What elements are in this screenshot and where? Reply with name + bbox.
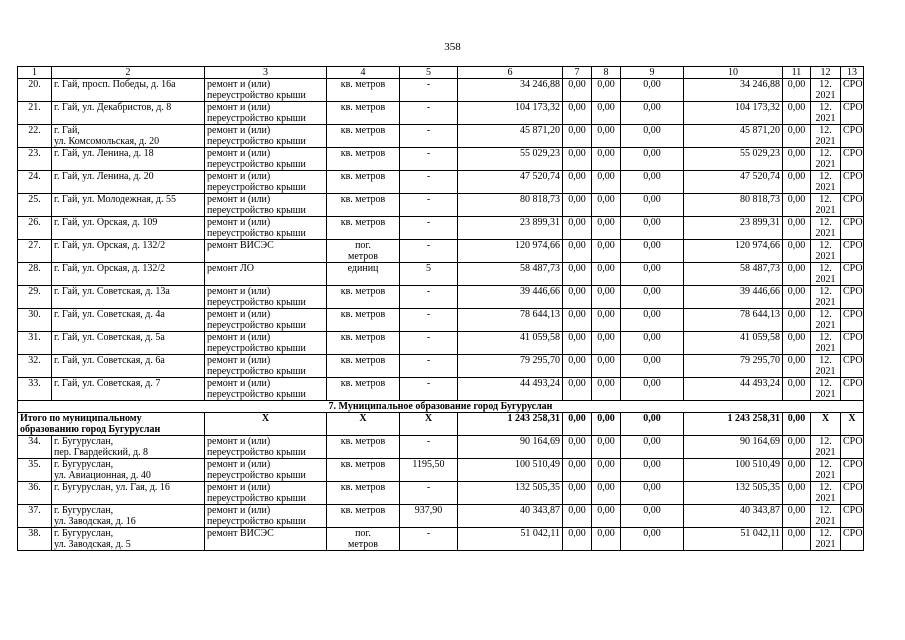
fund-cell: 0,00: [563, 332, 592, 355]
fund-cell: 0,00: [563, 171, 592, 194]
fund-cell: 0,00: [621, 355, 684, 378]
cost-total-cell: 39 446,66: [458, 286, 563, 309]
fund-cell: 0,00: [563, 378, 592, 401]
deadline-cell: 12. 2021: [811, 378, 841, 401]
address-cell: г. Бугуруслан, ул. Гая, д. 16: [52, 482, 205, 505]
register-table: [17, 66, 864, 551]
fund-cell: 0,00: [783, 217, 811, 240]
quantity-cell: 1195,50: [400, 459, 458, 482]
deadline-cell: 12. 2021: [811, 436, 841, 459]
fund-cell: 0,00: [783, 194, 811, 217]
fund-cell: 0,00: [563, 436, 592, 459]
fund-cell: 0,00: [621, 217, 684, 240]
unit-cell: кв. метров: [327, 194, 400, 217]
deadline-cell: 12. 2021: [811, 355, 841, 378]
row-number: 37.: [18, 505, 52, 528]
work-type-cell: ремонт и (или) переустройство крыши: [205, 355, 327, 378]
quantity-cell: -: [400, 171, 458, 194]
row-number: 33.: [18, 378, 52, 401]
work-type-cell: ремонт ВИСЭС: [205, 240, 327, 263]
row-number: 36.: [18, 482, 52, 505]
unit-cell: кв. метров: [327, 505, 400, 528]
fund-cell: 0,00: [783, 286, 811, 309]
quantity-cell: -: [400, 355, 458, 378]
address-cell: г. Гай, ул. Орская, д. 132/2: [52, 240, 205, 263]
total-label: Итого по муниципальному образованию город Бугуруслан: [18, 413, 205, 436]
row-number: 34.: [18, 436, 52, 459]
fund-cell: 0,00: [621, 194, 684, 217]
col-header: 13: [841, 67, 864, 79]
fund-cell: 0,00: [592, 217, 621, 240]
method-cell: СРО: [841, 286, 864, 309]
fund-cell: 0,00: [783, 125, 811, 148]
fund-cell: 0,00: [783, 102, 811, 125]
cost-total-cell: 55 029,23: [458, 148, 563, 171]
row-number: 28.: [18, 263, 52, 286]
deadline-cell: 12. 2021: [811, 148, 841, 171]
table-row: [18, 79, 864, 102]
quantity-cell: -: [400, 240, 458, 263]
fund-cell: 0,00: [592, 459, 621, 482]
table-row: [18, 263, 864, 286]
method-cell: СРО: [841, 436, 864, 459]
work-type-cell: ремонт и (или) переустройство крыши: [205, 378, 327, 401]
table-row: [18, 332, 864, 355]
unit-cell: кв. метров: [327, 355, 400, 378]
address-cell: г. Гай, ул. Советская, д. 13а: [52, 286, 205, 309]
fund-cell: 78 644,13: [684, 309, 783, 332]
fund-cell: 0,00: [563, 355, 592, 378]
fund-cell: 0,00: [563, 194, 592, 217]
fund-cell: 0,00: [592, 125, 621, 148]
table-row: [18, 528, 864, 551]
quantity-cell: -: [400, 217, 458, 240]
fund-cell: 132 505,35: [684, 482, 783, 505]
fund-cell: 40 343,87: [684, 505, 783, 528]
cost-total-cell: 51 042,11: [458, 528, 563, 551]
address-cell: г. Гай, ул. Орская, д. 132/2: [52, 263, 205, 286]
fund-cell: 79 295,70: [684, 355, 783, 378]
table-row: [18, 309, 864, 332]
fund-cell: 0,00: [621, 125, 684, 148]
address-cell: г. Бугуруслан, ул. Заводская, д. 16: [52, 505, 205, 528]
cost-total-cell: 80 818,73: [458, 194, 563, 217]
work-type-cell: ремонт и (или) переустройство крыши: [205, 125, 327, 148]
quantity-cell: 937,90: [400, 505, 458, 528]
fund-cell: 0,00: [563, 263, 592, 286]
fund-cell: 0,00: [621, 263, 684, 286]
method-cell: СРО: [841, 459, 864, 482]
col-header: 7: [563, 67, 592, 79]
fund-cell: 0,00: [592, 171, 621, 194]
fund-cell: 0,00: [592, 240, 621, 263]
fund-cell: 0,00: [621, 482, 684, 505]
fund-cell: 0,00: [621, 459, 684, 482]
table-row: [18, 436, 864, 459]
fund-cell: 0,00: [621, 309, 684, 332]
work-type-cell: ремонт и (или) переустройство крыши: [205, 102, 327, 125]
unit-cell: кв. метров: [327, 482, 400, 505]
col-header: 10: [684, 67, 783, 79]
total-cell: Х: [205, 413, 327, 436]
deadline-cell: 12. 2021: [811, 263, 841, 286]
fund-cell: 0,00: [783, 79, 811, 102]
cost-total-cell: 79 295,70: [458, 355, 563, 378]
fund-cell: 0,00: [563, 217, 592, 240]
quantity-cell: -: [400, 194, 458, 217]
col-header: 11: [783, 67, 811, 79]
method-cell: СРО: [841, 125, 864, 148]
quantity-cell: -: [400, 482, 458, 505]
work-type-cell: ремонт и (или) переустройство крыши: [205, 217, 327, 240]
fund-cell: 0,00: [621, 148, 684, 171]
total-cost-cell: 1 243 258,31: [458, 413, 563, 436]
row-number: 27.: [18, 240, 52, 263]
work-type-cell: ремонт ВИСЭС: [205, 528, 327, 551]
deadline-cell: 12. 2021: [811, 286, 841, 309]
fund-cell: 0,00: [621, 171, 684, 194]
fund-cell: 0,00: [592, 79, 621, 102]
col-header: 9: [621, 67, 684, 79]
fund-cell: 0,00: [783, 240, 811, 263]
quantity-cell: -: [400, 79, 458, 102]
fund-cell: 0,00: [783, 263, 811, 286]
quantity-cell: -: [400, 378, 458, 401]
fund-cell: 55 029,23: [684, 148, 783, 171]
address-cell: г. Гай, ул. Ленина, д. 18: [52, 148, 205, 171]
address-cell: г. Гай, ул. Советская, д. 4а: [52, 309, 205, 332]
col-header: 5: [400, 67, 458, 79]
row-number: 29.: [18, 286, 52, 309]
col-header: 2: [52, 67, 205, 79]
table-row: [18, 194, 864, 217]
fund-cell: 0,00: [592, 309, 621, 332]
row-number: 38.: [18, 528, 52, 551]
address-cell: г. Гай, ул. Декабристов, д. 8: [52, 102, 205, 125]
address-cell: г. Гай, ул. Орская, д. 109: [52, 217, 205, 240]
fund-cell: 0,00: [563, 505, 592, 528]
deadline-cell: 12. 2021: [811, 79, 841, 102]
row-number: 24.: [18, 171, 52, 194]
table-row: [18, 148, 864, 171]
method-cell: СРО: [841, 332, 864, 355]
unit-cell: кв. метров: [327, 378, 400, 401]
fund-cell: 44 493,24: [684, 378, 783, 401]
quantity-cell: 5: [400, 263, 458, 286]
fund-cell: 0,00: [783, 482, 811, 505]
work-type-cell: ремонт и (или) переустройство крыши: [205, 148, 327, 171]
address-cell: г. Гай, ул. Комсомольская, д. 20: [52, 125, 205, 148]
unit-cell: кв. метров: [327, 79, 400, 102]
method-cell: СРО: [841, 240, 864, 263]
fund-cell: 0,00: [621, 286, 684, 309]
row-number: 20.: [18, 79, 52, 102]
quantity-cell: -: [400, 148, 458, 171]
fund-cell: 0,00: [592, 102, 621, 125]
method-cell: СРО: [841, 171, 864, 194]
deadline-cell: 12. 2021: [811, 505, 841, 528]
table-row: [18, 378, 864, 401]
quantity-cell: -: [400, 332, 458, 355]
quantity-cell: -: [400, 286, 458, 309]
fund-cell: 90 164,69: [684, 436, 783, 459]
total-cell: Х: [400, 413, 458, 436]
col-header: 8: [592, 67, 621, 79]
fund-cell: 0,00: [783, 171, 811, 194]
fund-cell: 0,00: [783, 459, 811, 482]
work-type-cell: ремонт и (или) переустройство крыши: [205, 436, 327, 459]
method-cell: СРО: [841, 528, 864, 551]
fund-cell: 0,00: [621, 436, 684, 459]
method-cell: СРО: [841, 355, 864, 378]
work-type-cell: ремонт ЛО: [205, 263, 327, 286]
address-cell: г. Бугуруслан, ул. Авиационная, д. 40: [52, 459, 205, 482]
row-number: 21.: [18, 102, 52, 125]
cost-total-cell: 34 246,88: [458, 79, 563, 102]
fund-cell: 80 818,73: [684, 194, 783, 217]
table-row: [18, 125, 864, 148]
work-type-cell: ремонт и (или) переустройство крыши: [205, 79, 327, 102]
work-type-cell: ремонт и (или) переустройство крыши: [205, 482, 327, 505]
method-cell: СРО: [841, 217, 864, 240]
fund-cell: 23 899,31: [684, 217, 783, 240]
row-number: 22.: [18, 125, 52, 148]
col-header: 1: [18, 67, 52, 79]
cost-total-cell: 120 974,66: [458, 240, 563, 263]
method-cell: СРО: [841, 505, 864, 528]
cost-total-cell: 78 644,13: [458, 309, 563, 332]
unit-cell: кв. метров: [327, 217, 400, 240]
work-type-cell: ремонт и (или) переустройство крыши: [205, 286, 327, 309]
table-row: [18, 505, 864, 528]
quantity-cell: -: [400, 102, 458, 125]
fund-cell: 0,00: [592, 436, 621, 459]
deadline-cell: 12. 2021: [811, 194, 841, 217]
fund-cell: 0,00: [563, 240, 592, 263]
table-row: [18, 171, 864, 194]
fund-cell: 104 173,32: [684, 102, 783, 125]
total-cell: 0,00: [563, 413, 592, 436]
fund-cell: 0,00: [783, 436, 811, 459]
unit-cell: пог. метров: [327, 528, 400, 551]
cost-total-cell: 23 899,31: [458, 217, 563, 240]
unit-cell: кв. метров: [327, 459, 400, 482]
method-cell: СРО: [841, 482, 864, 505]
method-cell: СРО: [841, 309, 864, 332]
section-header-row: [18, 401, 864, 413]
total-cell: 0,00: [621, 413, 684, 436]
table-row: [18, 355, 864, 378]
row-number: 31.: [18, 332, 52, 355]
quantity-cell: -: [400, 436, 458, 459]
cost-total-cell: 41 059,58: [458, 332, 563, 355]
fund-cell: 0,00: [592, 263, 621, 286]
quantity-cell: -: [400, 528, 458, 551]
cost-total-cell: 90 164,69: [458, 436, 563, 459]
fund-cell: 58 487,73: [684, 263, 783, 286]
fund-cell: 0,00: [621, 332, 684, 355]
method-cell: СРО: [841, 102, 864, 125]
row-number: 35.: [18, 459, 52, 482]
work-type-cell: ремонт и (или) переустройство крыши: [205, 194, 327, 217]
fund-cell: 0,00: [592, 286, 621, 309]
fund-cell: 120 974,66: [684, 240, 783, 263]
unit-cell: кв. метров: [327, 171, 400, 194]
fund-cell: 0,00: [783, 148, 811, 171]
deadline-cell: 12. 2021: [811, 528, 841, 551]
work-type-cell: ремонт и (или) переустройство крыши: [205, 171, 327, 194]
table-row: [18, 482, 864, 505]
cost-total-cell: 45 871,20: [458, 125, 563, 148]
address-cell: г. Бугуруслан, ул. Заводская, д. 5: [52, 528, 205, 551]
total-cell: Х: [327, 413, 400, 436]
address-cell: г. Гай, просп. Победы, д. 16а: [52, 79, 205, 102]
deadline-cell: 12. 2021: [811, 217, 841, 240]
fund-cell: 0,00: [592, 194, 621, 217]
work-type-cell: ремонт и (или) переустройство крыши: [205, 309, 327, 332]
total-cell: 0,00: [592, 413, 621, 436]
unit-cell: кв. метров: [327, 332, 400, 355]
cost-total-cell: 44 493,24: [458, 378, 563, 401]
unit-cell: кв. метров: [327, 102, 400, 125]
fund-cell: 0,00: [783, 332, 811, 355]
fund-cell: 100 510,49: [684, 459, 783, 482]
method-cell: СРО: [841, 79, 864, 102]
unit-cell: кв. метров: [327, 309, 400, 332]
method-cell: СРО: [841, 263, 864, 286]
address-cell: г. Гай, ул. Молодежная, д. 55: [52, 194, 205, 217]
cost-total-cell: 40 343,87: [458, 505, 563, 528]
total-row: [18, 413, 864, 436]
cost-total-cell: 104 173,32: [458, 102, 563, 125]
fund-cell: 51 042,11: [684, 528, 783, 551]
total-cell: 0,00: [783, 413, 811, 436]
col-header: 12: [811, 67, 841, 79]
row-number: 32.: [18, 355, 52, 378]
fund-cell: 0,00: [592, 528, 621, 551]
row-number: 23.: [18, 148, 52, 171]
address-cell: г. Гай, ул. Советская, д. 6а: [52, 355, 205, 378]
fund-cell: 0,00: [592, 148, 621, 171]
fund-cell: 45 871,20: [684, 125, 783, 148]
unit-cell: кв. метров: [327, 436, 400, 459]
method-cell: СРО: [841, 194, 864, 217]
row-number: 25.: [18, 194, 52, 217]
fund-cell: 0,00: [563, 528, 592, 551]
address-cell: г. Гай, ул. Ленина, д. 20: [52, 171, 205, 194]
fund-cell: 0,00: [783, 505, 811, 528]
fund-cell: 0,00: [563, 102, 592, 125]
work-type-cell: ремонт и (или) переустройство крыши: [205, 459, 327, 482]
fund-cell: 0,00: [621, 102, 684, 125]
unit-cell: пог. метров: [327, 240, 400, 263]
fund-cell: 0,00: [592, 378, 621, 401]
fund-cell: 0,00: [783, 355, 811, 378]
col-header: 3: [205, 67, 327, 79]
col-header: 4: [327, 67, 400, 79]
fund-cell: 0,00: [563, 148, 592, 171]
total-cell: Х: [841, 413, 864, 436]
address-cell: г. Гай, ул. Советская, д. 7: [52, 378, 205, 401]
work-type-cell: ремонт и (или) переустройство крыши: [205, 332, 327, 355]
work-type-cell: ремонт и (или) переустройство крыши: [205, 505, 327, 528]
fund-cell: 0,00: [592, 505, 621, 528]
deadline-cell: 12. 2021: [811, 102, 841, 125]
cost-total-cell: 132 505,35: [458, 482, 563, 505]
fund-cell: 0,00: [621, 378, 684, 401]
unit-cell: единиц: [327, 263, 400, 286]
deadline-cell: 12. 2021: [811, 459, 841, 482]
column-number-row: [18, 67, 864, 79]
fund-cell: 0,00: [621, 240, 684, 263]
table-row: [18, 459, 864, 482]
fund-cell: 0,00: [563, 309, 592, 332]
table-row: [18, 102, 864, 125]
fund-cell: 0,00: [783, 309, 811, 332]
fund-cell: 0,00: [621, 505, 684, 528]
fund-cell: 0,00: [621, 79, 684, 102]
fund-cell: 41 059,58: [684, 332, 783, 355]
unit-cell: кв. метров: [327, 125, 400, 148]
section-title: 7. Муниципальное образование город Бугуруслан: [18, 401, 864, 413]
method-cell: СРО: [841, 148, 864, 171]
fund-cell: 0,00: [563, 79, 592, 102]
fund-cell: 0,00: [783, 378, 811, 401]
address-cell: г. Гай, ул. Советская, д. 5а: [52, 332, 205, 355]
fund-cell: 0,00: [563, 125, 592, 148]
cost-total-cell: 47 520,74: [458, 171, 563, 194]
deadline-cell: 12. 2021: [811, 240, 841, 263]
fund-cell: 0,00: [592, 355, 621, 378]
fund-cell: 0,00: [563, 459, 592, 482]
fund-cell: 0,00: [592, 332, 621, 355]
fund-cell: 0,00: [563, 286, 592, 309]
table-row: [18, 240, 864, 263]
quantity-cell: -: [400, 309, 458, 332]
table-row: [18, 286, 864, 309]
unit-cell: кв. метров: [327, 148, 400, 171]
address-cell: г. Бугуруслан, пер. Гвардейский, д. 8: [52, 436, 205, 459]
cost-total-cell: 100 510,49: [458, 459, 563, 482]
page-number: 358: [444, 41, 461, 53]
quantity-cell: -: [400, 125, 458, 148]
deadline-cell: 12. 2021: [811, 171, 841, 194]
deadline-cell: 12. 2021: [811, 309, 841, 332]
fund-cell: 0,00: [592, 482, 621, 505]
fund-cell: 47 520,74: [684, 171, 783, 194]
fund-cell: 39 446,66: [684, 286, 783, 309]
table-row: [18, 217, 864, 240]
row-number: 26.: [18, 217, 52, 240]
row-number: 30.: [18, 309, 52, 332]
unit-cell: кв. метров: [327, 286, 400, 309]
fund-cell: 0,00: [563, 482, 592, 505]
fund-cell: 34 246,88: [684, 79, 783, 102]
cost-total-cell: 58 487,73: [458, 263, 563, 286]
method-cell: СРО: [841, 378, 864, 401]
fund-cell: 0,00: [783, 528, 811, 551]
total-cell: Х: [811, 413, 841, 436]
total-cell: 1 243 258,31: [684, 413, 783, 436]
fund-cell: 0,00: [621, 528, 684, 551]
deadline-cell: 12. 2021: [811, 125, 841, 148]
col-header: 6: [458, 67, 563, 79]
deadline-cell: 12. 2021: [811, 332, 841, 355]
deadline-cell: 12. 2021: [811, 482, 841, 505]
